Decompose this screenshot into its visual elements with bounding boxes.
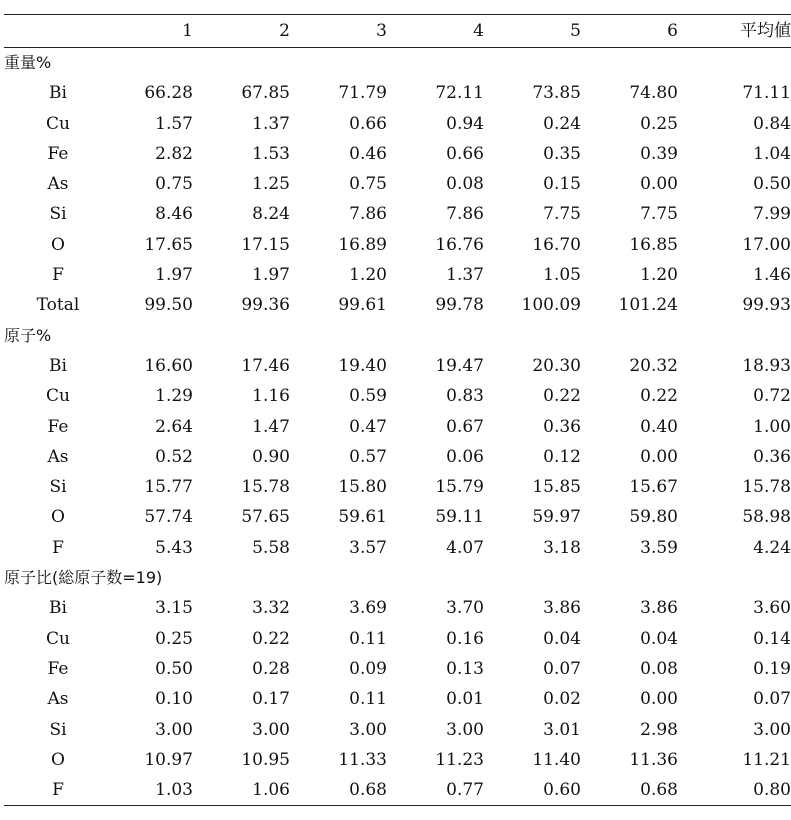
cell-sample-1: 5.43 (155, 537, 193, 558)
cell-sample-3: 0.66 (349, 113, 387, 134)
cell-average: 0.14 (753, 628, 791, 649)
cell-sample-5: 59.97 (532, 507, 581, 528)
cell-sample-1: 1.97 (155, 265, 193, 286)
table-row (4, 654, 791, 684)
cell-average: 3.00 (753, 719, 791, 740)
cell-sample-6: 74.80 (629, 83, 678, 104)
cell-sample-1: 0.52 (155, 446, 193, 467)
row-label: Cu (46, 113, 70, 134)
cell-sample-4: 3.70 (446, 598, 484, 619)
header-col-3: 3 (306, 15, 403, 48)
table-row (4, 442, 791, 472)
row-label: Bi (49, 83, 67, 104)
cell-sample-4: 19.47 (435, 355, 484, 376)
cell-sample-5: 100.09 (521, 295, 581, 316)
row-label: As (47, 446, 69, 467)
cell-sample-5: 0.60 (500, 775, 597, 806)
cell-average: 7.99 (753, 204, 791, 225)
table-row (4, 381, 791, 411)
cell-sample-4: 0.06 (446, 446, 484, 467)
cell-sample-1: 0.50 (155, 658, 193, 679)
cell-sample-1: 10.97 (144, 749, 193, 770)
cell-sample-6: 7.75 (640, 204, 678, 225)
cell-average: 17.00 (742, 234, 791, 255)
row-label: Cu (46, 386, 70, 407)
cell-sample-3: 0.68 (306, 775, 403, 806)
cell-sample-3: 3.69 (349, 598, 387, 619)
cell-sample-1: 16.60 (144, 355, 193, 376)
cell-sample-6: 0.00 (640, 446, 678, 467)
cell-sample-5: 3.01 (543, 719, 581, 740)
cell-sample-3: 3.57 (349, 537, 387, 558)
cell-sample-6: 0.00 (640, 174, 678, 195)
cell-sample-5: 3.18 (543, 537, 581, 558)
table-row (4, 260, 791, 290)
table-row (4, 78, 791, 108)
cell-sample-1: 57.74 (144, 507, 193, 528)
cell-sample-2: 0.22 (252, 628, 290, 649)
cell-sample-6: 1.20 (640, 265, 678, 286)
row-label: O (51, 507, 65, 528)
cell-sample-3: 0.59 (349, 386, 387, 407)
cell-sample-2: 1.97 (252, 265, 290, 286)
row-label: Si (49, 477, 67, 498)
table-row (4, 745, 791, 775)
cell-sample-6: 3.86 (640, 598, 678, 619)
cell-sample-4: 3.00 (446, 719, 484, 740)
cell-sample-3: 19.40 (338, 355, 387, 376)
cell-sample-4: 0.66 (446, 143, 484, 164)
cell-sample-1: 2.64 (155, 416, 193, 437)
cell-average: 0.80 (694, 775, 791, 806)
cell-sample-3: 0.57 (349, 446, 387, 467)
cell-sample-3: 15.80 (338, 477, 387, 498)
cell-sample-4: 0.94 (446, 113, 484, 134)
cell-average: 71.11 (742, 83, 791, 104)
table-row (4, 715, 791, 745)
cell-sample-2: 1.06 (209, 775, 306, 806)
cell-average: 99.93 (742, 295, 791, 316)
cell-sample-4: 0.01 (446, 689, 484, 710)
cell-sample-4: 15.79 (435, 477, 484, 498)
table-row (4, 412, 791, 442)
cell-sample-2: 3.00 (252, 719, 290, 740)
section-title: 原子% (4, 325, 52, 345)
cell-sample-2: 3.32 (252, 598, 290, 619)
table-row (4, 502, 791, 532)
cell-sample-5: 11.40 (532, 749, 581, 770)
cell-sample-1: 99.50 (144, 295, 193, 316)
cell-average: 0.72 (753, 386, 791, 407)
cell-sample-5: 16.70 (532, 234, 581, 255)
cell-sample-5: 0.12 (543, 446, 581, 467)
cell-sample-6: 0.25 (640, 113, 678, 134)
cell-sample-4: 99.78 (435, 295, 484, 316)
cell-sample-3: 0.75 (349, 174, 387, 195)
cell-sample-4: 0.67 (446, 416, 484, 437)
cell-sample-2: 1.47 (252, 416, 290, 437)
row-label: F (4, 775, 112, 806)
table-row (4, 351, 791, 381)
cell-sample-3: 11.33 (338, 749, 387, 770)
cell-sample-4: 0.83 (446, 386, 484, 407)
header-col-5: 5 (500, 15, 597, 48)
row-label: As (47, 174, 69, 195)
cell-sample-3: 0.47 (349, 416, 387, 437)
cell-sample-3: 1.20 (349, 265, 387, 286)
row-label: Si (49, 719, 67, 740)
cell-sample-2: 17.46 (241, 355, 290, 376)
header-col-1: 1 (112, 15, 209, 48)
cell-sample-1: 2.82 (155, 143, 193, 164)
cell-sample-1: 1.03 (112, 775, 209, 806)
cell-sample-6: 0.22 (640, 386, 678, 407)
cell-sample-2: 67.85 (241, 83, 290, 104)
row-label: As (47, 689, 69, 710)
cell-sample-2: 10.95 (241, 749, 290, 770)
table-row (4, 169, 791, 199)
cell-average: 0.84 (753, 113, 791, 134)
cell-sample-5: 0.24 (543, 113, 581, 134)
row-label: O (51, 234, 65, 255)
header-row (4, 15, 791, 48)
cell-average: 4.24 (753, 537, 791, 558)
cell-sample-5: 0.36 (543, 416, 581, 437)
cell-sample-1: 17.65 (144, 234, 193, 255)
cell-sample-2: 8.24 (252, 204, 290, 225)
row-label: Fe (47, 416, 69, 437)
cell-sample-4: 0.08 (446, 174, 484, 195)
cell-sample-3: 7.86 (349, 204, 387, 225)
cell-sample-3: 0.09 (349, 658, 387, 679)
table-row (4, 684, 791, 714)
cell-sample-5: 0.35 (543, 143, 581, 164)
cell-sample-5: 20.30 (532, 355, 581, 376)
cell-average: 18.93 (742, 355, 791, 376)
cell-average: 0.36 (753, 446, 791, 467)
header-col-4: 4 (403, 15, 500, 48)
cell-sample-6: 59.80 (629, 507, 678, 528)
cell-sample-6: 0.39 (640, 143, 678, 164)
cell-sample-1: 0.10 (155, 689, 193, 710)
header-col-average: 平均値 (694, 15, 791, 48)
cell-sample-5: 0.22 (543, 386, 581, 407)
cell-sample-4: 59.11 (435, 507, 484, 528)
table-row (4, 593, 791, 623)
cell-sample-5: 0.04 (543, 628, 581, 649)
cell-sample-3: 99.61 (338, 295, 387, 316)
cell-sample-6: 16.85 (629, 234, 678, 255)
header-corner (4, 15, 112, 48)
cell-sample-4: 72.11 (435, 83, 484, 104)
cell-sample-1: 3.00 (155, 719, 193, 740)
cell-sample-5: 0.02 (543, 689, 581, 710)
cell-sample-6: 20.32 (629, 355, 678, 376)
table-row (4, 775, 791, 806)
row-label: Bi (49, 598, 67, 619)
cell-sample-3: 71.79 (338, 83, 387, 104)
cell-sample-4: 11.23 (435, 749, 484, 770)
row-label: F (52, 537, 64, 558)
row-label: Fe (47, 143, 69, 164)
cell-average: 11.21 (742, 749, 791, 770)
cell-sample-1: 1.29 (155, 386, 193, 407)
table-row (4, 472, 791, 502)
cell-sample-2: 99.36 (241, 295, 290, 316)
cell-sample-1: 1.57 (155, 113, 193, 134)
cell-sample-4: 7.86 (446, 204, 484, 225)
cell-average: 15.78 (742, 477, 791, 498)
header-col-2: 2 (209, 15, 306, 48)
row-label: Bi (49, 355, 67, 376)
cell-sample-6: 15.67 (629, 477, 678, 498)
cell-average: 1.46 (753, 265, 791, 286)
cell-sample-2: 1.25 (252, 174, 290, 195)
table-row (4, 109, 791, 139)
cell-sample-4: 16.76 (435, 234, 484, 255)
cell-sample-2: 0.17 (252, 689, 290, 710)
cell-sample-3: 0.46 (349, 143, 387, 164)
cell-sample-5: 73.85 (532, 83, 581, 104)
cell-sample-1: 0.75 (155, 174, 193, 195)
cell-sample-6: 101.24 (618, 295, 678, 316)
cell-sample-6: 0.00 (640, 689, 678, 710)
cell-sample-6: 0.08 (640, 658, 678, 679)
cell-sample-2: 57.65 (241, 507, 290, 528)
cell-average: 0.19 (753, 658, 791, 679)
row-label: Cu (46, 628, 70, 649)
table-body (4, 48, 791, 806)
cell-sample-6: 0.68 (597, 775, 694, 806)
cell-sample-1: 15.77 (144, 477, 193, 498)
cell-sample-5: 1.05 (543, 265, 581, 286)
cell-sample-3: 0.11 (349, 628, 387, 649)
cell-sample-5: 0.07 (543, 658, 581, 679)
row-label: O (51, 749, 65, 770)
cell-sample-2: 0.28 (252, 658, 290, 679)
cell-average: 1.00 (753, 416, 791, 437)
cell-sample-3: 16.89 (338, 234, 387, 255)
cell-sample-4: 0.16 (446, 628, 484, 649)
header-col-6: 6 (597, 15, 694, 48)
table-row (4, 290, 791, 320)
cell-sample-1: 0.25 (155, 628, 193, 649)
row-label: Si (49, 204, 67, 225)
cell-sample-1: 66.28 (144, 83, 193, 104)
cell-sample-2: 5.58 (252, 537, 290, 558)
section-header-row (4, 563, 791, 593)
cell-sample-2: 1.53 (252, 143, 290, 164)
row-label: Fe (47, 658, 69, 679)
cell-sample-4: 1.37 (446, 265, 484, 286)
cell-sample-5: 0.15 (543, 174, 581, 195)
table-row (4, 533, 791, 563)
cell-sample-3: 59.61 (338, 507, 387, 528)
cell-sample-6: 0.04 (640, 628, 678, 649)
table-row (4, 624, 791, 654)
cell-sample-2: 1.16 (252, 386, 290, 407)
cell-sample-3: 0.11 (349, 689, 387, 710)
cell-average: 1.04 (753, 143, 791, 164)
table-row (4, 230, 791, 260)
table-row (4, 199, 791, 229)
composition-table (4, 14, 791, 806)
cell-sample-1: 3.15 (155, 598, 193, 619)
cell-sample-6: 0.40 (640, 416, 678, 437)
cell-sample-6: 11.36 (629, 749, 678, 770)
cell-sample-2: 0.90 (252, 446, 290, 467)
cell-sample-4: 0.13 (446, 658, 484, 679)
section-header-row (4, 321, 791, 351)
cell-sample-2: 17.15 (241, 234, 290, 255)
cell-sample-6: 2.98 (640, 719, 678, 740)
section-title: 重量% (4, 53, 52, 72)
row-label: Total (36, 295, 80, 316)
cell-sample-1: 8.46 (155, 204, 193, 225)
cell-sample-3: 3.00 (349, 719, 387, 740)
cell-sample-5: 7.75 (543, 204, 581, 225)
cell-sample-5: 15.85 (532, 477, 581, 498)
row-label: F (52, 265, 64, 286)
cell-sample-4: 4.07 (446, 537, 484, 558)
cell-average: 58.98 (742, 507, 791, 528)
cell-average: 0.07 (753, 689, 791, 710)
cell-sample-4: 0.77 (403, 775, 500, 806)
cell-sample-5: 3.86 (543, 598, 581, 619)
table-row (4, 139, 791, 169)
cell-average: 3.60 (753, 598, 791, 619)
section-header-row (4, 48, 791, 79)
section-title: 原子比(総原子数=19) (4, 568, 163, 588)
cell-average: 0.50 (753, 174, 791, 195)
cell-sample-2: 1.37 (252, 113, 290, 134)
cell-sample-2: 15.78 (241, 477, 290, 498)
cell-sample-6: 3.59 (640, 537, 678, 558)
